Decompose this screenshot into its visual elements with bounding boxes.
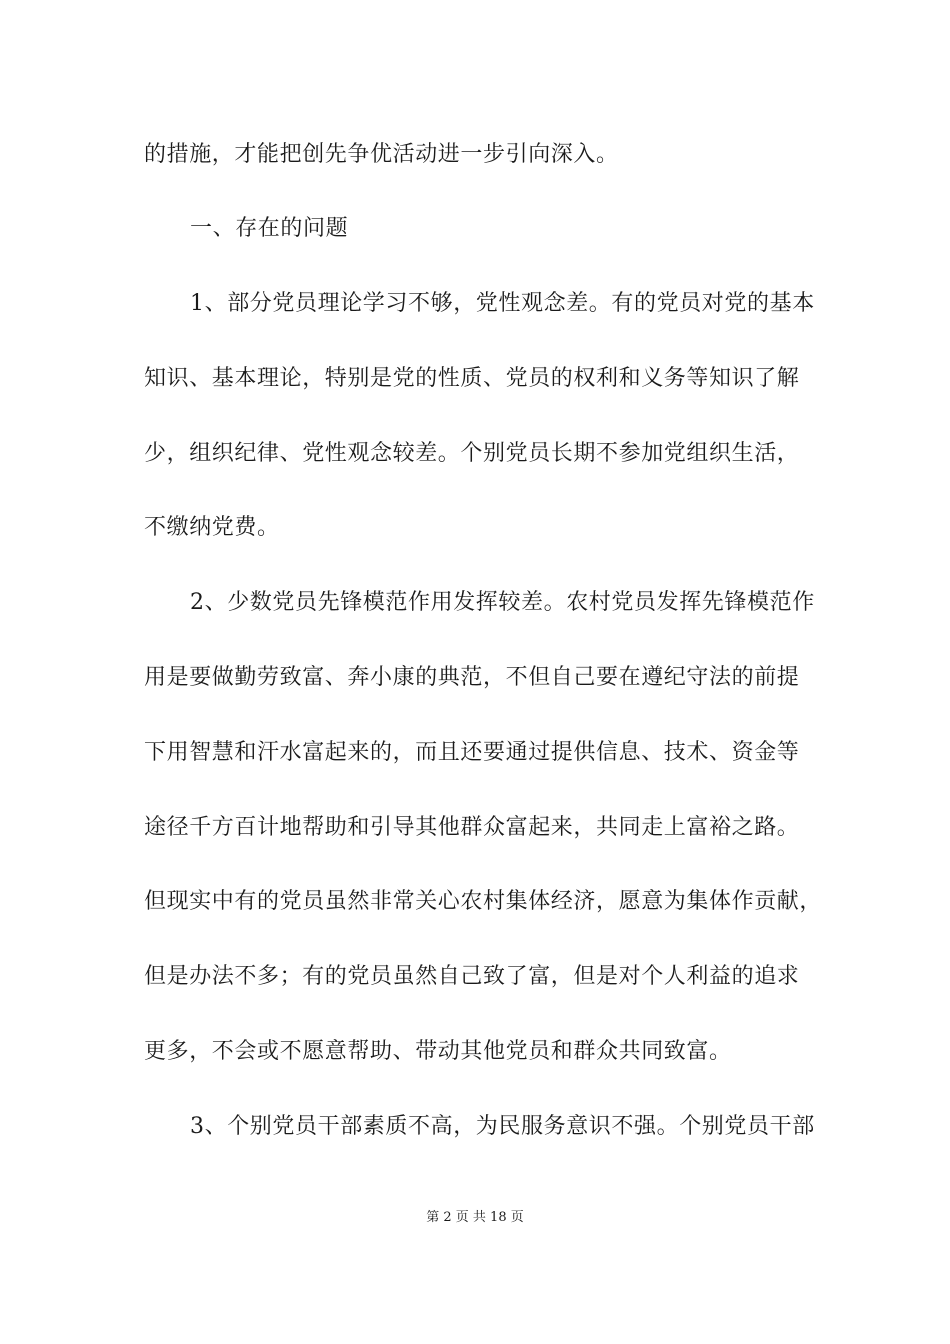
paragraph-line: 但现实中有的党员虽然非常关心农村集体经济，愿意为集体作贡献， [144, 889, 823, 914]
paragraph-line: 少，组织纪律、党性观念较差。个别党员长期不参加党组织生活， [144, 441, 800, 466]
paragraph-line: 2、少数党员先锋模范作用发挥较差。农村党员发挥先锋模范作 [190, 590, 815, 615]
paragraph-line: 的措施，才能把创先争优活动进一步引向深入。 [144, 142, 619, 167]
paragraph-line: 不缴纳党费。 [144, 515, 280, 540]
paragraph-line: 途径千方百计地帮助和引导其他群众富起来，共同走上富裕之路。 [144, 815, 800, 840]
page-number-footer: 第 2 页 共 18 页 [426, 1210, 524, 1225]
section-heading: 一、存在的问题 [190, 216, 349, 241]
paragraph-line: 1、部分党员理论学习不够，党性观念差。有的党员对党的基本 [190, 291, 815, 316]
paragraph-line: 更多，不会或不愿意帮助、带动其他党员和群众共同致富。 [144, 1039, 732, 1064]
paragraph-line: 知识、基本理论，特别是党的性质、党员的权利和义务等知识了解 [144, 366, 800, 391]
paragraph-line: 下用智慧和汗水富起来的，而且还要通过提供信息、技术、资金等 [144, 740, 800, 765]
paragraph-line: 用是要做勤劳致富、奔小康的典范，不但自己要在遵纪守法的前提 [144, 665, 800, 690]
paragraph-line: 但是办法不多；有的党员虽然自己致了富，但是对个人利益的追求 [144, 964, 800, 989]
paragraph-line: 3、个别党员干部素质不高，为民服务意识不强。个别党员干部 [190, 1114, 815, 1139]
